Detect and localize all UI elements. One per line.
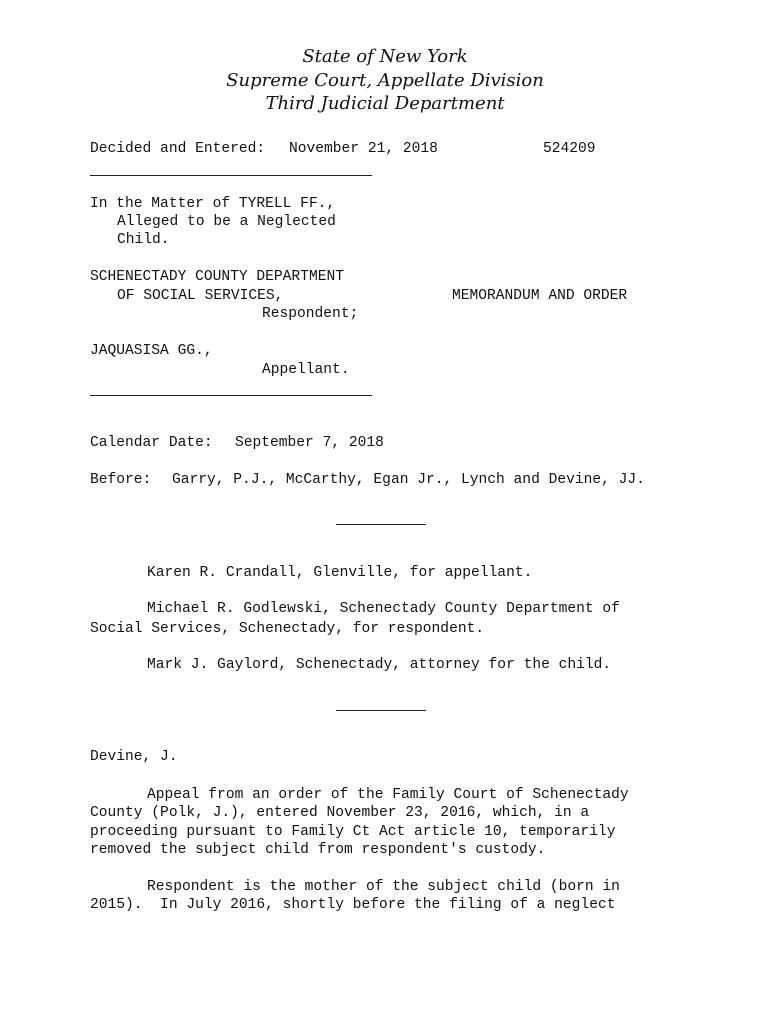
paragraph-line: removed the subject child from respondent's custody. [90,842,546,858]
before-label: Before: [90,472,152,488]
paragraph-line: County (Polk, J.), entered November 23, 2016, which, in a [90,805,590,821]
document-type: MEMORANDUM AND ORDER [452,288,628,304]
paragraph-line: Respondent is the mother of the subject child (born in [147,879,620,895]
counsel-child: Mark J. Gaylord, Schenectady, attorney for the child. [147,657,612,673]
caption-matter-line: Alleged to be a Neglected [117,214,336,230]
section-divider [336,524,426,525]
caption-matter-line: Child. [117,232,170,248]
caption-bottom-rule [90,395,372,396]
counsel-appellant: Karen R. Crandall, Glenville, for appellant. [147,565,533,581]
calendar-date: September 7, 2018 [235,435,384,451]
court-division: Supreme Court, Appellate Division [226,70,544,91]
decided-label: Decided and Entered: [90,141,266,157]
paragraph-line: Appeal from an order of the Family Court of Schenectady [147,787,629,803]
decided-date: November 21, 2018 [289,141,438,157]
calendar-label: Calendar Date: [90,435,213,451]
caption-petitioner: OF SOCIAL SERVICES, [117,288,284,304]
caption-appellant-role: Appellant. [262,362,350,378]
counsel-respondent: Michael R. Godlewski, Schenectady County Department of [147,601,620,617]
section-divider [336,710,426,711]
panel-judges: Garry, P.J., McCarthy, Egan Jr., Lynch and Devine, JJ. [172,472,645,488]
paragraph-line: 2015). In July 2016, shortly before the filing of a neglect [90,897,616,913]
caption-appellant: JAQUASISA GG., [90,343,213,359]
paragraph-line: proceeding pursuant to Family Ct Act article 10, temporarily [90,824,616,840]
caption-petitioner-role: Respondent; [262,306,359,322]
caption-petitioner: SCHENECTADY COUNTY DEPARTMENT [90,269,344,285]
court-department: Third Judicial Department [265,93,505,114]
caption-matter-line: In the Matter of TYRELL FF., [90,196,336,212]
court-name: State of New York [302,46,468,67]
docket-number: 524209 [543,141,596,157]
opinion-author: Devine, J. [90,749,178,765]
counsel-respondent: Social Services, Schenectady, for respondent. [90,621,485,637]
caption-top-rule [90,175,372,176]
